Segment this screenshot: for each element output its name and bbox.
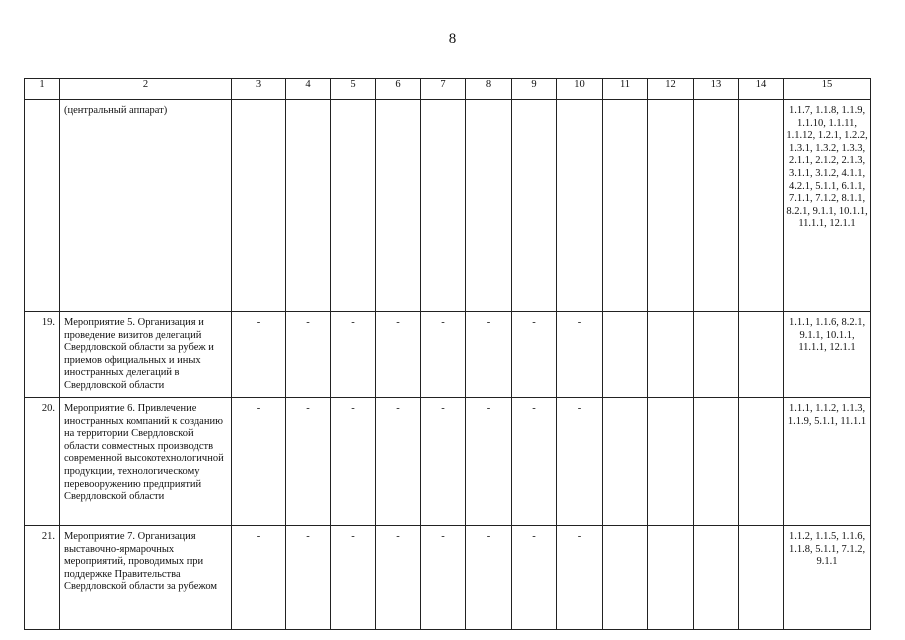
program-table	[24, 78, 871, 630]
table-row	[25, 398, 871, 526]
value-cell-col-11	[603, 312, 648, 398]
value-cell-col-7: -	[421, 312, 466, 398]
column-header-15: 15	[784, 79, 871, 100]
value-cell-col-3	[232, 100, 286, 312]
value-cell-col-4: -	[286, 526, 331, 630]
value-cell-col-10: -	[557, 526, 603, 630]
value-cell-col-4: -	[286, 398, 331, 526]
value-cell-col-9	[512, 100, 557, 312]
value-cell-col-6: -	[376, 312, 421, 398]
column-header-4: 4	[286, 79, 331, 100]
table-row	[25, 526, 871, 630]
value-cell-col-12	[648, 312, 694, 398]
value-cell-col-12	[648, 100, 694, 312]
activity-description: Мероприятие 7. Организация выставочно-ярмарочных мероприятий, проводимых при поддержке Правительства Свердловской области за рубежом	[60, 526, 232, 630]
value-cell-col-14	[739, 312, 784, 398]
value-cell-col-13	[694, 100, 739, 312]
table-body	[25, 79, 871, 630]
value-cell-col-9: -	[512, 312, 557, 398]
table-row	[25, 312, 871, 398]
value-cell-col-14	[739, 526, 784, 630]
value-cell-col-10	[557, 100, 603, 312]
page-number: 8	[448, 31, 457, 47]
value-cell-col-7	[421, 100, 466, 312]
value-cell-col-3: -	[232, 398, 286, 526]
value-cell-col-8: -	[466, 312, 512, 398]
row-number	[25, 100, 60, 312]
column-header-9: 9	[512, 79, 557, 100]
column-header-5: 5	[331, 79, 376, 100]
row-number: 19.	[25, 312, 60, 398]
activity-description: Мероприятие 6. Привлечение иностранных компаний к созданию на территории Свердловской области совместных производств современной высокотехнологичной продукции, технологическому перевооружению предприятий Свердловской области	[60, 398, 232, 526]
value-cell-col-11	[603, 526, 648, 630]
column-header-7: 7	[421, 79, 466, 100]
column-header-6: 6	[376, 79, 421, 100]
value-cell-col-9: -	[512, 526, 557, 630]
value-cell-col-4	[286, 100, 331, 312]
activity-description: Мероприятие 5. Организация и проведение визитов делегаций Свердловской области за рубеж и приемов официальных и иных иностранных делегаций в Свердловской области	[60, 312, 232, 398]
value-cell-col-11	[603, 398, 648, 526]
value-cell-col-13	[694, 398, 739, 526]
activity-description: (центральный аппарат)	[60, 100, 232, 312]
column-header-12: 12	[648, 79, 694, 100]
target-codes: 1.1.1, 1.1.6, 8.2.1, 9.1.1, 10.1.1, 11.1.1, 12.1.1	[784, 312, 871, 398]
value-cell-col-14	[739, 398, 784, 526]
value-cell-col-10: -	[557, 398, 603, 526]
value-cell-col-9: -	[512, 398, 557, 526]
value-cell-col-8	[466, 100, 512, 312]
value-cell-col-5: -	[331, 398, 376, 526]
column-header-8: 8	[466, 79, 512, 100]
value-cell-col-7: -	[421, 526, 466, 630]
value-cell-col-13	[694, 312, 739, 398]
value-cell-col-6: -	[376, 398, 421, 526]
column-header-2: 2	[60, 79, 232, 100]
row-number: 21.	[25, 526, 60, 630]
value-cell-col-14	[739, 100, 784, 312]
value-cell-col-8: -	[466, 398, 512, 526]
value-cell-col-3: -	[232, 526, 286, 630]
value-cell-col-11	[603, 100, 648, 312]
column-header-13: 13	[694, 79, 739, 100]
value-cell-col-4: -	[286, 312, 331, 398]
value-cell-col-10: -	[557, 312, 603, 398]
column-header-14: 14	[739, 79, 784, 100]
column-header-1: 1	[25, 79, 60, 100]
value-cell-col-8: -	[466, 526, 512, 630]
column-header-3: 3	[232, 79, 286, 100]
column-header-11: 11	[603, 79, 648, 100]
target-codes: 1.1.1, 1.1.2, 1.1.3, 1.1.9, 5.1.1, 11.1.1	[784, 398, 871, 526]
value-cell-col-6	[376, 100, 421, 312]
table-row	[25, 100, 871, 312]
value-cell-col-12	[648, 526, 694, 630]
value-cell-col-7: -	[421, 398, 466, 526]
column-header-10: 10	[557, 79, 603, 100]
value-cell-col-13	[694, 526, 739, 630]
value-cell-col-6: -	[376, 526, 421, 630]
target-codes: 1.1.7, 1.1.8, 1.1.9, 1.1.10, 1.1.11, 1.1.12, 1.2.1, 1.2.2, 1.3.1, 1.3.2, 1.3.3, 2.1.1, 2.1.2, 2.1.3, 3.1.1, 3.1.2, 4.1.1, 4.2.1, 5.1.1, 6.1.1, 7.1.1, 7.1.2, 8.1.1, 8.2.1, 9.1.1, 10.1.1, 11.1.1, 12.1.1	[784, 100, 871, 312]
value-cell-col-3: -	[232, 312, 286, 398]
value-cell-col-5: -	[331, 312, 376, 398]
row-number: 20.	[25, 398, 60, 526]
value-cell-col-5	[331, 100, 376, 312]
value-cell-col-12	[648, 398, 694, 526]
target-codes: 1.1.2, 1.1.5, 1.1.6, 1.1.8, 5.1.1, 7.1.2, 9.1.1	[784, 526, 871, 630]
value-cell-col-5: -	[331, 526, 376, 630]
header-row	[25, 79, 871, 100]
